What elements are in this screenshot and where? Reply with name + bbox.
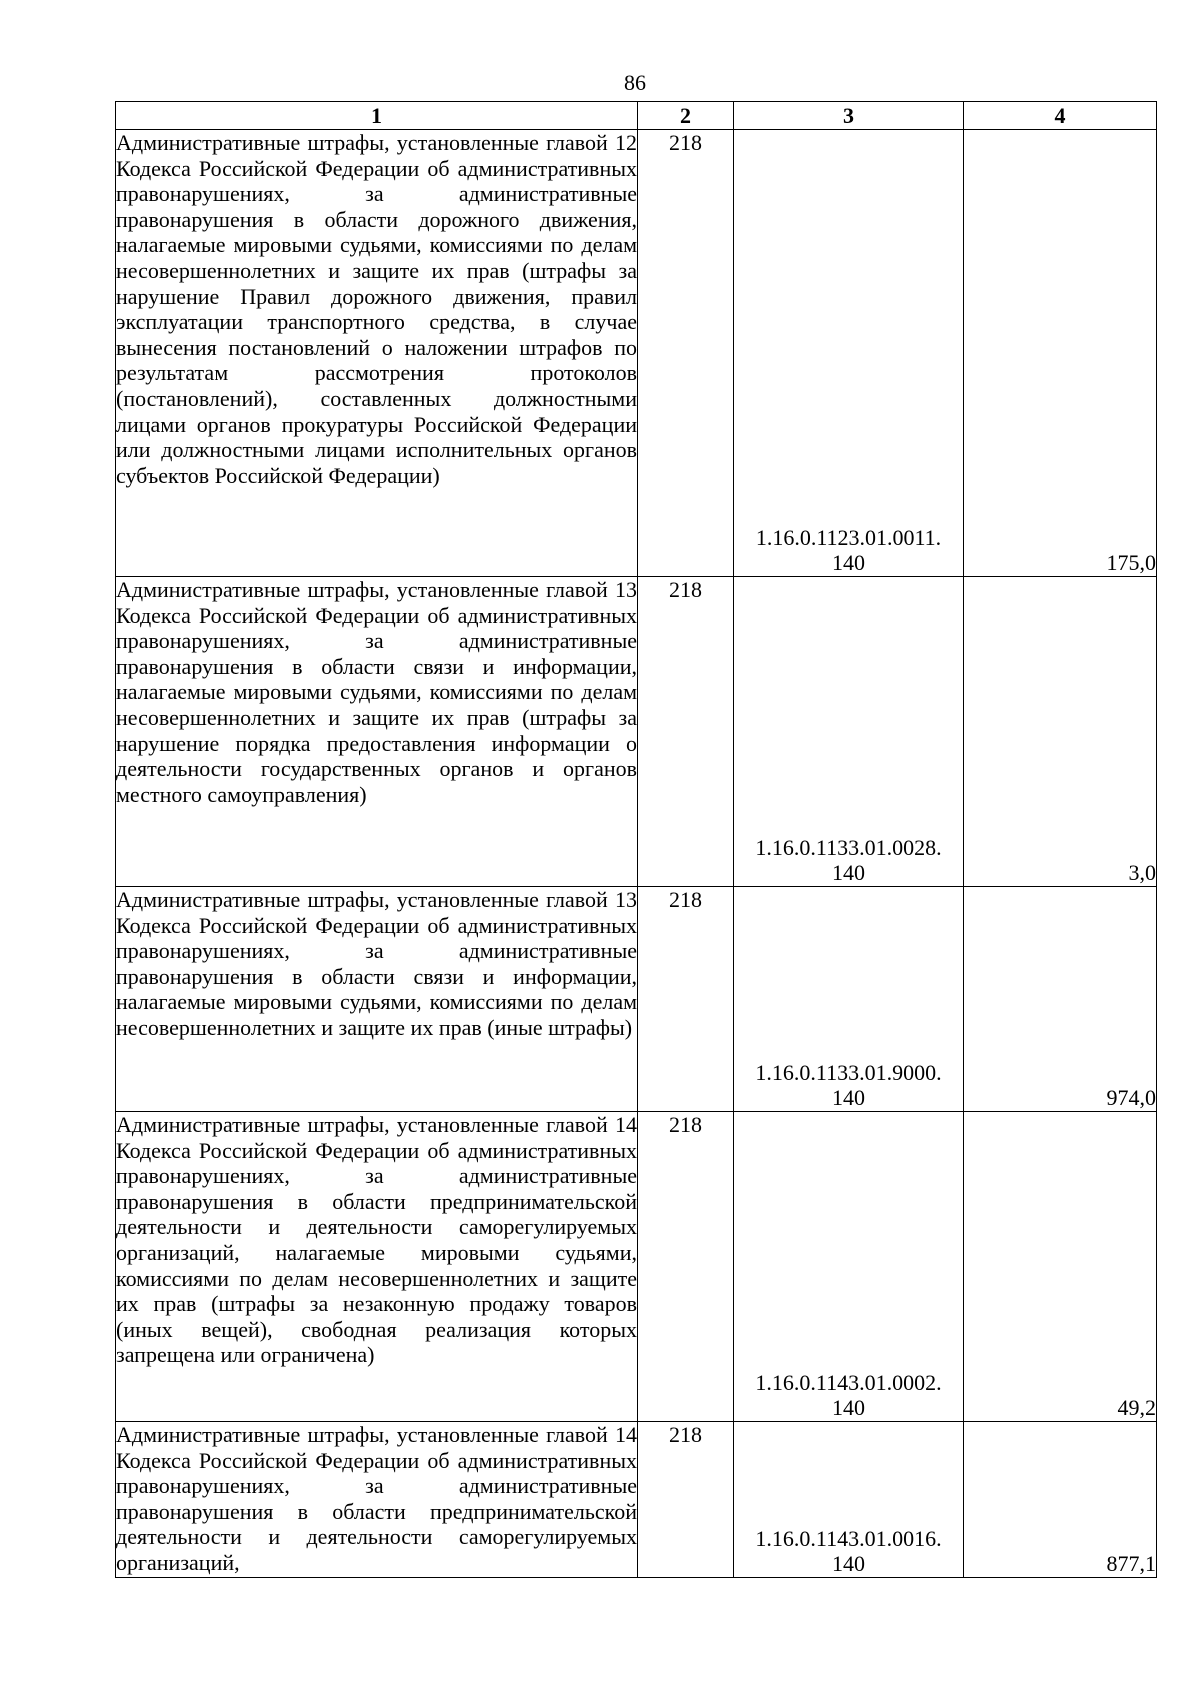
row-budget-code xyxy=(734,1422,964,1578)
row-description: Административные штрафы, установленные главой 14 Кодекса Российской Федерации об административных правонарушениях, за административные правонарушения в области предпринимательской деятельности и деятельности саморегулируемых организаций, налагаемые мировыми судьями, комиссиями по делам несовершеннолетних и защите их прав (штрафы за незаконную продажу товаров (иных вещей), свободная реализация которых запрещена или ограничена) xyxy=(116,1112,638,1422)
budget-code-suffix: 140 xyxy=(832,860,865,886)
row-amount: 175,0 xyxy=(964,130,1157,577)
row-amount: 3,0 xyxy=(964,577,1157,887)
page-number: 86 xyxy=(624,70,646,95)
table-header-row xyxy=(116,102,1157,130)
budget-code-suffix: 140 xyxy=(832,1395,865,1421)
row-description: Административные штрафы, установленные главой 13 Кодекса Российской Федерации об административных правонарушениях, за административные правонарушения в области связи и информации, налагаемые мировыми судьями, комиссиями по делам несовершеннолетних и защите их прав (иные штрафы) xyxy=(116,887,638,1112)
row-admin-code: 218 xyxy=(638,887,734,1112)
table-row xyxy=(116,577,1157,887)
header-col-4: 4 xyxy=(964,102,1157,130)
row-budget-code xyxy=(734,887,964,1112)
budget-code-main: 1.16.0.1143.01.0016. xyxy=(755,1525,942,1551)
row-budget-code xyxy=(734,130,964,577)
budget-table xyxy=(115,101,1157,1578)
row-description: Административные штрафы, установленные главой 12 Кодекса Российской Федерации об административных правонарушениях, за административные правонарушения в области дорожного движения, налагаемые мировыми судьями, комиссиями по делам несовершеннолетних и защите их прав (штрафы за нарушение Правил дорожного движения, правил эксплуатации транспортного средства, в случае вынесения постановлений о наложении штрафов по результатам рассмотрения протоколов (постановлений), составленных должностными лицами органов прокуратуры Российской Федерации или должностными лицами исполнительных органов субъектов Российской Федерации) xyxy=(116,130,638,577)
table-row xyxy=(116,130,1157,577)
header-col-1: 1 xyxy=(116,102,638,130)
budget-code-main: 1.16.0.1133.01.0028. xyxy=(755,834,942,860)
budget-code-main: 1.16.0.1123.01.0011. xyxy=(755,524,942,550)
table-row xyxy=(116,1422,1157,1578)
row-admin-code: 218 xyxy=(638,130,734,577)
row-budget-code xyxy=(734,1112,964,1422)
header-col-3: 3 xyxy=(734,102,964,130)
table-row xyxy=(116,1112,1157,1422)
row-amount: 974,0 xyxy=(964,887,1157,1112)
budget-code-main: 1.16.0.1143.01.0002. xyxy=(755,1369,942,1395)
row-amount: 49,2 xyxy=(964,1112,1157,1422)
row-admin-code: 218 xyxy=(638,577,734,887)
header-col-2: 2 xyxy=(638,102,734,130)
row-budget-code xyxy=(734,577,964,887)
budget-code-main: 1.16.0.1133.01.9000. xyxy=(755,1059,942,1085)
row-description: Административные штрафы, установленные главой 14 Кодекса Российской Федерации об административных правонарушениях, за административные правонарушения в области предпринимательской деятельности и деятельности саморегулируемых организаций, xyxy=(116,1422,638,1578)
budget-code-suffix: 140 xyxy=(832,550,865,576)
row-admin-code: 218 xyxy=(638,1112,734,1422)
row-admin-code: 218 xyxy=(638,1422,734,1578)
budget-code-suffix: 140 xyxy=(832,1085,865,1111)
row-amount: 877,1 xyxy=(964,1422,1157,1578)
budget-code-suffix: 140 xyxy=(832,1551,865,1577)
table-row xyxy=(116,887,1157,1112)
row-description: Административные штрафы, установленные главой 13 Кодекса Российской Федерации об административных правонарушениях, за административные правонарушения в области связи и информации, налагаемые мировыми судьями, комиссиями по делам несовершеннолетних и защите их прав (штрафы за нарушение порядка предоставления информации о деятельности государственных органов и органов местного самоуправления) xyxy=(116,577,638,887)
